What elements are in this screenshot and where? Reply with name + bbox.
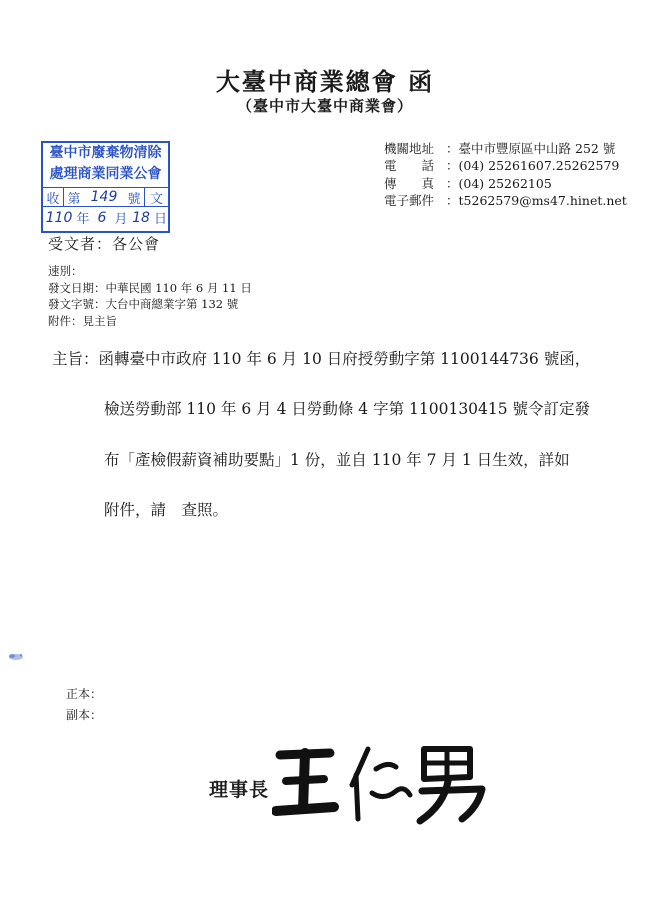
signature-seal-icon xyxy=(272,741,492,825)
subject-line-2: 檢送勞動部 110 年 6 月 4 日勞動條 4 字第 1100130415 號令訂定發 xyxy=(104,400,591,418)
ink-smudge-icon xyxy=(6,651,26,663)
subject-line-1: 主旨：函轉臺中市政府 110 年 6 月 10 日府授勞動字第 1100144736 號函， xyxy=(52,350,591,368)
contact-fax-value: (04) 25262105 xyxy=(458,175,552,191)
contact-fax: 傳 真 ： (04) 25262105 xyxy=(384,175,552,191)
contact-address-value: 臺中市豐原區中山路 252 號 xyxy=(458,141,616,156)
contact-fax-label: 傳 真 xyxy=(384,175,435,191)
stamp-month: 6 xyxy=(97,209,107,226)
contact-email: 電子郵件 ： t5262579@ms47.hinet.net xyxy=(384,192,627,208)
contact-phone-value: (04) 25261607.25262579 xyxy=(458,158,620,174)
stamp-year: 110 xyxy=(45,209,73,226)
subject-line-4: 附件，請 查照。 xyxy=(104,501,229,519)
stamp-receipt-number: 149 xyxy=(90,189,118,205)
receipt-stamp xyxy=(41,141,170,233)
stamp-receipt-suffix: 文 xyxy=(149,191,163,207)
subject-line-3: 布「產檢假薪資補助要點」1 份，並自 110 年 7 月 1 日生效，詳如 xyxy=(104,451,570,469)
stamp-receipt-label: 收 xyxy=(43,188,64,206)
contact-address: 機關地址 ： 臺中市豐原區中山路 252 號 xyxy=(384,141,616,156)
meta-attachment: 附件：見主旨 xyxy=(48,314,117,329)
distribution-copy: 副本： xyxy=(66,708,103,722)
stamp-day-unit: 日 xyxy=(153,212,167,227)
contact-address-label: 機關地址 xyxy=(384,141,435,156)
stamp-receipt-row xyxy=(43,187,168,207)
document-subtitle: （臺中市大臺中商業會） xyxy=(236,97,413,115)
stamp-year-unit: 年 xyxy=(76,212,90,227)
stamp-receipt-unit: 號 xyxy=(124,188,145,206)
distribution-original: 正本： xyxy=(66,687,103,701)
stamp-date-row xyxy=(43,207,168,228)
document-meta xyxy=(48,263,252,330)
stamp-receipt-prefix: 第 xyxy=(67,191,81,207)
contact-phone-label: 電 話 xyxy=(384,158,435,174)
meta-date: 發文日期：中華民國 110 年 6 月 11 日 xyxy=(48,280,252,295)
contact-email-value: t5262579@ms47.hinet.net xyxy=(458,192,627,208)
contact-phone: 電 話 ： (04) 25261607.25262579 xyxy=(384,158,620,174)
stamp-day: 18 xyxy=(132,209,150,226)
meta-doc-number: 發文字號：大台中商總業字第 132 號 xyxy=(48,297,239,312)
stamp-month-unit: 月 xyxy=(114,212,128,227)
stamp-line-1: 臺中市廢棄物清除 xyxy=(49,145,162,161)
contact-email-label: 電子郵件 xyxy=(384,192,435,208)
stamp-line-2: 處理商業同業公會 xyxy=(49,166,162,182)
signature-title: 理事長 xyxy=(209,779,270,801)
recipient: 受文者：各公會 xyxy=(48,235,161,253)
contact-info xyxy=(384,140,627,209)
meta-speed: 速別： xyxy=(48,264,83,278)
document-title: 大臺中商業總會 函 xyxy=(215,67,435,96)
distribution xyxy=(66,684,102,726)
